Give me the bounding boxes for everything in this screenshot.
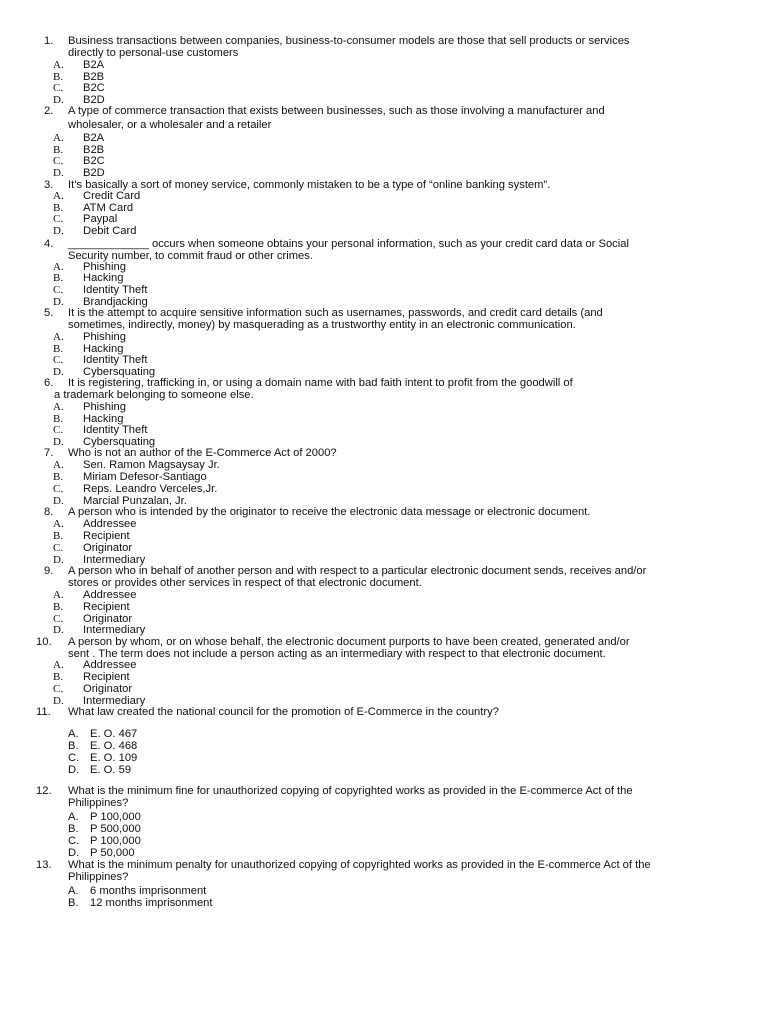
option-letter: A. (53, 331, 64, 343)
option-text: E. O. 59 (90, 764, 132, 776)
option-text: B2D (83, 167, 105, 179)
option-letter: B. (68, 823, 79, 835)
option-text: Debit Card (83, 225, 137, 237)
question-number: 5. (44, 307, 54, 319)
option-letter: D. (53, 554, 64, 566)
option-letter: B. (53, 530, 64, 542)
option-letter: D. (53, 495, 64, 507)
option-text: Recipient (83, 601, 130, 613)
option-letter: B. (53, 601, 64, 613)
option-letter: C. (53, 82, 64, 94)
option-text: Miriam Defesor-Santiago (83, 471, 207, 483)
option-letter: C. (53, 284, 64, 296)
question-number: 13. (36, 859, 52, 871)
option-text: P 50,000 (90, 847, 135, 859)
option-letter: A. (68, 728, 79, 740)
question-text: It is the attempt to acquire sensitive information such as usernames, passwords, and credit card details (and sometimes, indirectly, money) by masquerading as a trustworthy entity in an electronic communication. (68, 307, 603, 331)
option-text: Marcial Punzalan, Jr. (83, 495, 187, 507)
option-letter: C. (53, 483, 64, 495)
question-text: _____________ occurs when someone obtains your personal information, such as your credit card data or Social Security number, to commit fraud or other crimes. (68, 238, 629, 262)
option-text: Identity Theft (83, 284, 148, 296)
question-text: A person by whom, or on whose behalf, the electronic document purports to have been created, generated and/or sent . The term does not include a person acting as an intermediary with respect to that electronic document. (68, 636, 630, 660)
option-text: B2D (83, 94, 105, 106)
option-text: B2C (83, 155, 105, 167)
option-letter: C. (68, 752, 80, 764)
option-text: B2B (83, 71, 105, 83)
question-number: 1. (44, 35, 54, 47)
option-text: B2A (83, 59, 105, 71)
option-text: B2A (83, 132, 105, 144)
option-text: Credit Card (83, 190, 141, 202)
option-letter: D. (53, 225, 64, 237)
question-number: 3. (44, 179, 54, 191)
option-text: Brandjacking (83, 296, 148, 308)
option-letter: C. (53, 542, 64, 554)
option-letter: C. (53, 213, 64, 225)
option-text: E. O. 468 (90, 740, 138, 752)
option-letter: B. (53, 272, 64, 284)
question-text: It is registering, trafficking in, or using a domain name with bad faith intent to profit from the goodwill of a trademark belonging to someone else. (54, 377, 573, 401)
option-text: Identity Theft (83, 424, 148, 436)
option-letter: D. (68, 847, 80, 859)
option-letter: D. (68, 764, 80, 776)
question-text: A person who in behalf of another person and with respect to a particular electronic document sends, receives and/or stores or provides other services in respect of that electronic document. (68, 565, 647, 589)
option-letter: A. (53, 401, 64, 413)
option-text: Addressee (83, 659, 137, 671)
option-text: E. O. 467 (90, 728, 138, 740)
question-number: 4. (44, 238, 54, 250)
option-letter: B. (53, 202, 64, 214)
option-letter: D. (53, 366, 64, 378)
option-letter: B. (68, 740, 79, 752)
option-letter: C. (53, 613, 64, 625)
option-text: 12 months imprisonment (90, 897, 213, 909)
option-letter: C. (53, 424, 64, 436)
question-text: Business transactions between companies, business-to-consumer models are those that sell products or services directly to personal-use customers (68, 35, 630, 59)
option-letter: D. (53, 296, 64, 308)
option-text: B2C (83, 82, 105, 94)
option-letter: B. (68, 897, 79, 909)
question-text: A type of commerce transaction that exists between businesses, such as those involving a manufacturer and wholesaler, or a wholesaler and a retailer (68, 105, 605, 131)
option-text: Phishing (83, 331, 126, 343)
option-text: Paypal (83, 213, 118, 225)
option-letter: A. (53, 518, 64, 530)
option-text: Phishing (83, 401, 126, 413)
question-number: 2. (44, 105, 54, 117)
option-letter: A. (68, 885, 79, 897)
option-letter: D. (53, 436, 64, 448)
question-number: 12. (36, 785, 52, 797)
option-text: Reps. Leandro Verceles,Jr. (83, 483, 218, 495)
option-text: 6 months imprisonment (90, 885, 207, 897)
option-letter: B. (53, 471, 64, 483)
option-text: Cybersquating (83, 366, 156, 378)
option-letter: A. (68, 811, 79, 823)
option-text: P 500,000 (90, 823, 141, 835)
option-text: B2B (83, 144, 105, 156)
option-letter: D. (53, 624, 64, 636)
question-number: 11. (36, 706, 51, 718)
question-number: 7. (44, 447, 54, 459)
question-text: What is the minimum fine for unauthorized copying of copyrighted works as provided in the E-commerce Act of the Philippines? (68, 785, 633, 809)
option-letter: A. (53, 459, 64, 471)
option-letter: B. (53, 413, 64, 425)
question-text: What law created the national council for the promotion of E-Commerce in the country? (68, 706, 499, 718)
option-text: P 100,000 (90, 835, 141, 847)
option-letter: C. (53, 683, 64, 695)
option-text: Intermediary (83, 554, 146, 566)
option-text: Identity Theft (83, 354, 148, 366)
option-text: Originator (83, 613, 133, 625)
option-letter: A. (53, 132, 64, 144)
option-letter: B. (53, 144, 64, 156)
option-text: Cybersquating (83, 436, 156, 448)
option-letter: A. (53, 659, 64, 671)
question-text: A person who is intended by the originator to receive the electronic data message or electronic document. (68, 506, 591, 518)
option-text: Addressee (83, 518, 137, 530)
question-number: 8. (44, 506, 54, 518)
option-letter: D. (53, 94, 64, 106)
option-text: Originator (83, 683, 133, 695)
option-letter: D. (53, 695, 64, 707)
option-letter: B. (53, 343, 64, 355)
option-text: Hacking (83, 343, 124, 355)
question-text: It’s basically a sort of money service, commonly mistaken to be a type of “online banking system”. (68, 179, 551, 191)
question-text: Who is not an author of the E-Commerce Act of 2000? (68, 447, 337, 459)
option-text: Hacking (83, 272, 124, 284)
option-text: Recipient (83, 671, 130, 683)
option-text: Intermediary (83, 695, 146, 707)
question-number: 9. (44, 565, 54, 577)
option-letter: A. (53, 261, 64, 273)
question-number: 10. (36, 636, 52, 648)
option-text: E. O. 109 (90, 752, 138, 764)
option-letter: A. (53, 190, 64, 202)
option-letter: D. (53, 167, 64, 179)
option-text: Sen. Ramon Magsaysay Jr. (83, 459, 220, 471)
option-letter: C. (68, 835, 80, 847)
question-text: What is the minimum penalty for unauthorized copying of copyrighted works as provided in the E-commerce Act of the Philippines? (68, 859, 651, 883)
option-letter: B. (53, 71, 64, 83)
option-text: Intermediary (83, 624, 146, 636)
option-text: P 100,000 (90, 811, 141, 823)
option-letter: C. (53, 354, 64, 366)
option-letter: B. (53, 671, 64, 683)
option-text: Phishing (83, 261, 126, 273)
question-number: 6. (44, 377, 54, 389)
option-letter: C. (53, 155, 64, 167)
option-letter: A. (53, 589, 64, 601)
option-letter: A. (53, 59, 64, 71)
option-text: ATM Card (83, 202, 134, 214)
option-text: Hacking (83, 413, 124, 425)
option-text: Originator (83, 542, 133, 554)
option-text: Addressee (83, 589, 137, 601)
option-text: Recipient (83, 530, 130, 542)
